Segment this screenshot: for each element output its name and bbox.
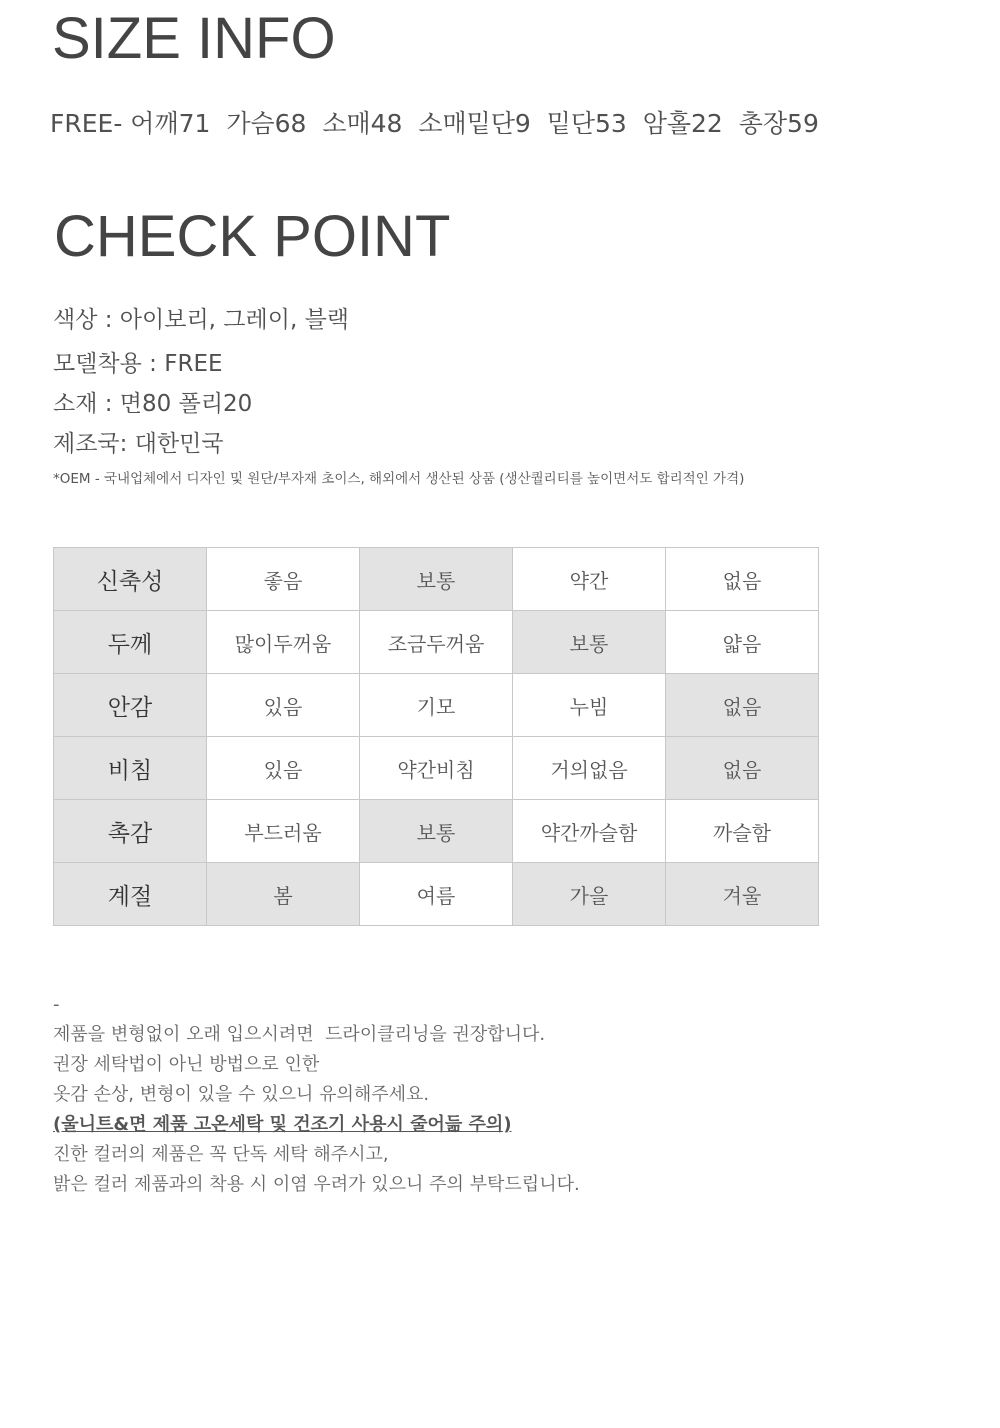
table-cell: 조금두꺼움 [360, 611, 513, 674]
check-point-title: CHECK POINT [54, 204, 451, 269]
row-label: 두께 [54, 611, 207, 674]
table-cell: 있음 [207, 674, 360, 737]
oem-note: *OEM - 국내업체에서 디자인 및 원단/부자재 초이스, 해외에서 생산된 상품 (생산퀄리티를 높이면서도 합리적인 가격) [53, 471, 745, 487]
table-cell: 보통 [360, 548, 513, 611]
table-cell: 없음 [666, 674, 819, 737]
table-cell: 여름 [360, 863, 513, 926]
table-cell: 보통 [360, 800, 513, 863]
table-cell: 약간 [513, 548, 666, 611]
table-row [54, 800, 819, 863]
table-row [54, 863, 819, 926]
table-cell: 있음 [207, 737, 360, 800]
table-cell: 얇음 [666, 611, 819, 674]
table-row [54, 737, 819, 800]
size-info-title: SIZE INFO [52, 6, 336, 71]
row-label: 안감 [54, 674, 207, 737]
row-label: 촉감 [54, 800, 207, 863]
origin-spec: 제조국: 대한민국 [53, 431, 224, 457]
model-spec: 모델착용 : FREE [53, 351, 223, 377]
material-spec: 소재 : 면80 폴리20 [53, 391, 253, 417]
size-measurements: FREE- 어깨71 가슴68 소매48 소매밑단9 밑단53 암홀22 총장59 [50, 109, 819, 138]
table-row [54, 674, 819, 737]
care-line-2: 권장 세탁법이 아닌 방법으로 인한 [53, 1054, 320, 1075]
table-cell: 거의없음 [513, 737, 666, 800]
care-dash: - [53, 994, 60, 1015]
care-line-1: 제품을 변형없이 오래 입으시려면 드라이클리닝을 권장합니다. [53, 1024, 546, 1045]
row-label: 비침 [54, 737, 207, 800]
table-cell: 가을 [513, 863, 666, 926]
color-spec: 색상 : 아이보리, 그레이, 블랙 [53, 307, 350, 333]
table-cell: 약간까슬함 [513, 800, 666, 863]
check-point-table [53, 547, 819, 926]
table-cell: 겨울 [666, 863, 819, 926]
care-line-6: 밝은 컬러 제품과의 착용 시 이염 우려가 있으니 주의 부탁드립니다. [53, 1174, 580, 1195]
table-cell: 보통 [513, 611, 666, 674]
row-label: 계절 [54, 863, 207, 926]
table-cell: 기모 [360, 674, 513, 737]
table-cell: 봄 [207, 863, 360, 926]
care-line-5: 진한 컬러의 제품은 꼭 단독 세탁 해주시고, [53, 1144, 389, 1165]
table-cell: 약간비침 [360, 737, 513, 800]
care-warning: (울니트&면 제품 고온세탁 및 건조기 사용시 줄어듦 주의) [53, 1114, 512, 1135]
table-cell: 까슬함 [666, 800, 819, 863]
table-row [54, 611, 819, 674]
table-cell: 많이두꺼움 [207, 611, 360, 674]
row-label: 신축성 [54, 548, 207, 611]
table-cell: 좋음 [207, 548, 360, 611]
table-row [54, 548, 819, 611]
table-cell: 없음 [666, 548, 819, 611]
care-line-3: 옷감 손상, 변형이 있을 수 있으니 유의해주세요. [53, 1084, 430, 1105]
table-cell: 없음 [666, 737, 819, 800]
table-cell: 부드러움 [207, 800, 360, 863]
table-cell: 누빔 [513, 674, 666, 737]
